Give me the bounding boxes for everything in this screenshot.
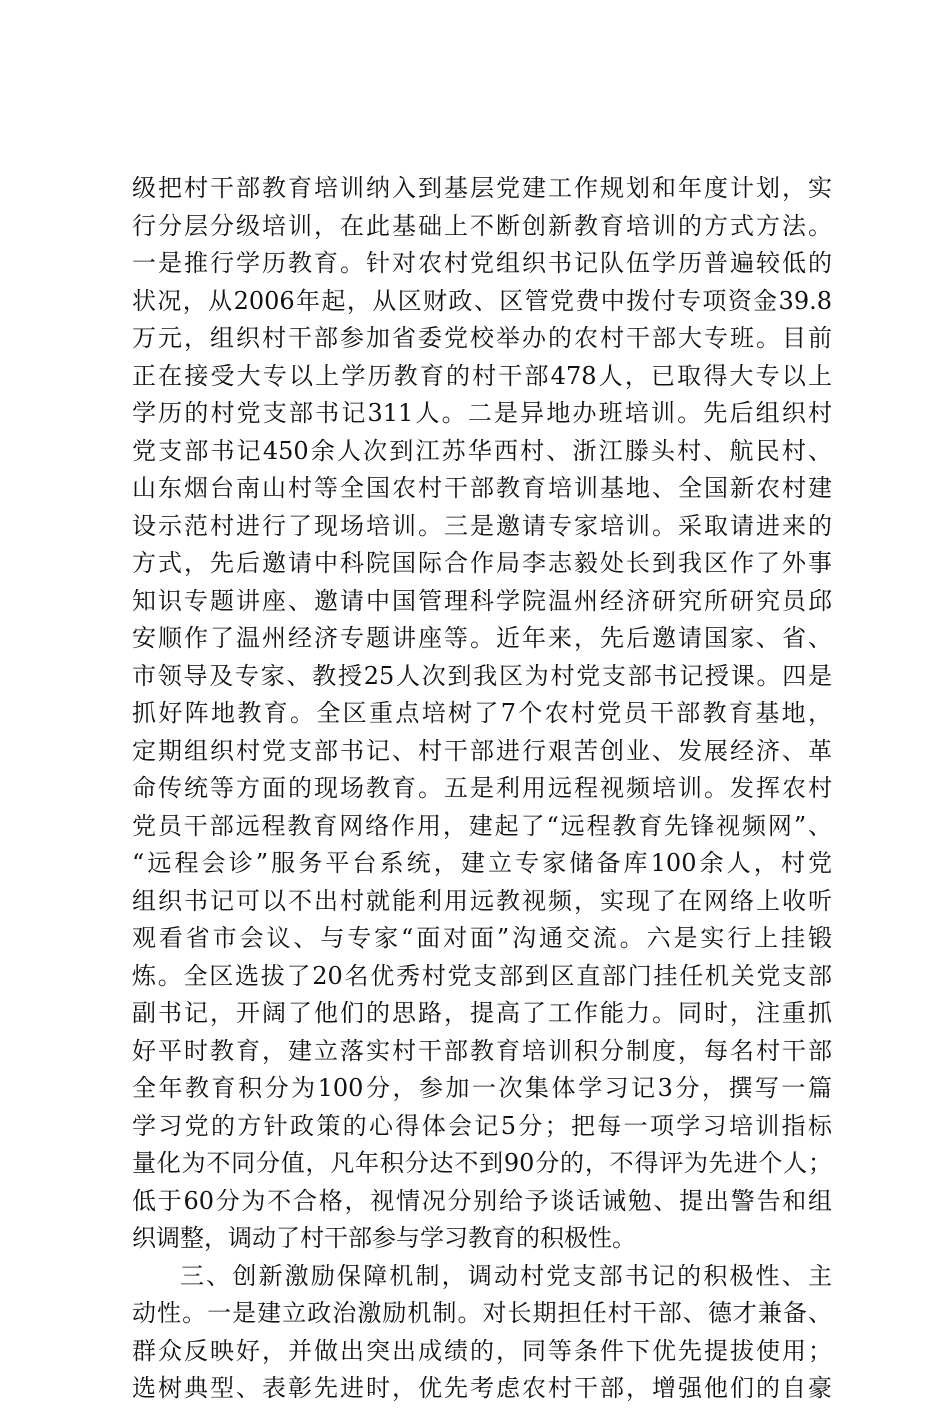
text-line: 定期组织村党支部书记、村干部进行艰苦创业、发展经济、革 xyxy=(132,736,832,765)
section-heading-line: 三、创新激励保障机制，调动村党支部书记的积极性、主 xyxy=(180,1261,832,1290)
text-line: 万元，组织村干部参加省委党校举办的农村干部大专班。目前 xyxy=(132,324,832,352)
text-line: “远程会诊”服务平台系统，建立专家储备库100余人，村党 xyxy=(132,849,832,877)
text-line: 学历的村党支部书记311人。二是异地办班培训。先后组织村 xyxy=(132,399,832,427)
text-line: 市领导及专家、教授25人次到我区为村党支部书记授课。四是 xyxy=(132,661,832,690)
text-line: 学习党的方针政策的心得体会记5分；把每一项学习培训指标 xyxy=(132,1111,832,1140)
paragraph-end-line: 织调整，调动了村干部参与学习教育的积极性。 xyxy=(132,1224,636,1252)
text-line: 低于60分为不合格，视情况分别给予谈话诫勉、提出警告和组 xyxy=(132,1186,832,1215)
text-line: 全年教育积分为100分，参加一次集体学习记3分，撰写一篇 xyxy=(132,1074,832,1102)
text-line: 炼。全区选拔了20名优秀村党支部到区直部门挂任机关党支部 xyxy=(132,961,832,990)
text-line: 好平时教育，建立落实村干部教育培训积分制度，每名村干部 xyxy=(132,1036,832,1065)
text-line: 行分层分级培训，在此基础上不断创新教育培训的方式方法。 xyxy=(132,211,832,240)
text-line: 选树典型、表彰先进时，优先考虑农村干部，增强他们的自豪 xyxy=(132,1374,832,1402)
text-line: 动性。一是建立政治激励机制。对长期担任村干部、德才兼备、 xyxy=(132,1299,832,1327)
text-line: 党支部书记450余人次到江苏华西村、浙江滕头村、航民村、 xyxy=(132,436,832,465)
text-line: 党员干部远程教育网络作用，建起了“远程教育先锋视频网”、 xyxy=(132,811,832,840)
text-line: 正在接受大专以上学历教育的村干部478人，已取得大专以上 xyxy=(132,361,832,390)
text-line: 群众反映好，并做出突出成绩的，同等条件下优先提拔使用； xyxy=(132,1336,832,1365)
text-line: 级把村干部教育培训纳入到基层党建工作规划和年度计划，实 xyxy=(132,174,832,202)
text-line: 山东烟台南山村等全国农村干部教育培训基地、全国新农村建 xyxy=(132,474,832,502)
text-line: 状况，从2006年起，从区财政、区管党费中拨付专项资金39.8 xyxy=(132,286,832,315)
text-line: 方式，先后邀请中科院国际合作局李志毅处长到我区作了外事 xyxy=(132,549,832,577)
text-line: 量化为不同分值，凡年积分达不到90分的，不得评为先进个人； xyxy=(132,1149,832,1177)
text-line: 命传统等方面的现场教育。五是利用远程视频培训。发挥农村 xyxy=(132,774,832,802)
text-line: 副书记，开阔了他们的思路，提高了工作能力。同时，注重抓 xyxy=(132,999,832,1027)
text-line: 设示范村进行了现场培训。三是邀请专家培训。采取请进来的 xyxy=(132,511,832,540)
text-line: 安顺作了温州经济专题讲座等。近年来，先后邀请国家、省、 xyxy=(132,624,832,652)
text-line: 组织书记可以不出村就能利用远教视频，实现了在网络上收听 xyxy=(132,886,832,915)
text-line: 一是推行学历教育。针对农村党组织书记队伍学历普遍较低的 xyxy=(132,249,832,277)
text-line: 抓好阵地教育。全区重点培树了7个农村党员干部教育基地， xyxy=(132,699,832,727)
body-text xyxy=(132,170,832,1408)
text-line: 知识专题讲座、邀请中国管理科学院温州经济研究所研究员邱 xyxy=(132,586,832,615)
text-line: 观看省市会议、与专家“面对面”沟通交流。六是实行上挂锻 xyxy=(132,924,832,952)
